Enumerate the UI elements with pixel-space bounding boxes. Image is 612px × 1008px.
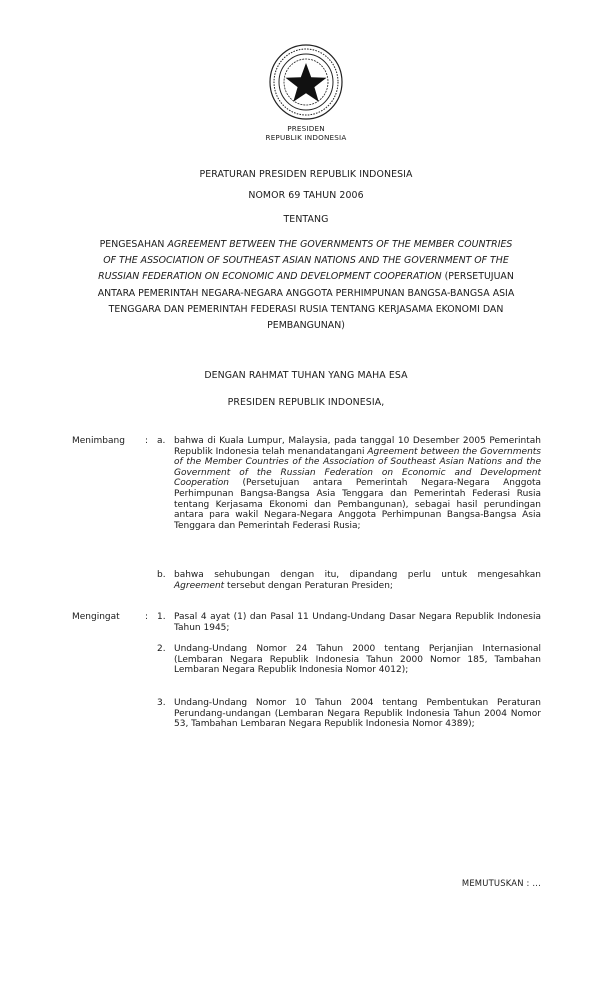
invocation: DENGAN RAHMAT TUHAN YANG MAHA ESA	[204, 370, 408, 381]
tentang-heading: TENTANG	[283, 214, 329, 225]
mengingat-item-1: 1. Pasal 4 ayat (1) dan Pasal 11 Undang-Undang Dasar Negara Republik Indonesia Tahun 1945;	[157, 612, 541, 633]
menimbang-label: Menimbang	[72, 436, 125, 446]
emblem-label-line1: PRESIDEN	[287, 124, 325, 133]
mengingat-colon: :	[145, 612, 149, 622]
item-marker: 2.	[157, 644, 166, 654]
mengingat-item-2: 2. Undang-Undang Nomor 24 Tahun 2000 tentang Perjanjian Internasional (Lembaran Negara Republik Indonesia Tahun 2000 Nomor 185, Tambahan Lembaran Negara Republik Indonesia Nomor 4012);	[157, 644, 541, 676]
menimbang-colon: :	[145, 436, 149, 446]
mengingat-item-3: 3. Undang-Undang Nomor 10 Tahun 2004 tentang Pembentukan Peraturan Perundang-undangan (Lembaran Negara Republik Indonesia Tahun 2004 Nomor 53, Tambahan Lembaran Negara Republik Indonesia Nomor 4389);	[157, 698, 541, 730]
subject-translation: (PERSETUJUAN ANTARA PEMERINTAH NEGARA-NEGARA ANGGOTA PERHIMPUNAN BANGSA-BANGSA ASIA TENGGARA DAN PEMERINTAH FEDERASI RUSIA TENTANG KERJASAMA EKONOMI DAN PEMBANGUNAN)	[97, 271, 515, 332]
garuda-star-emblem-icon	[267, 42, 345, 122]
item-marker: b.	[157, 570, 166, 580]
menimbang-item-b: b. bahwa sehubungan dengan itu, dipandang perlu untuk mengesahkan Agreement tersebut dengan Peraturan Presiden;	[157, 570, 541, 591]
authority: PRESIDEN REPUBLIK INDONESIA,	[227, 397, 385, 408]
menimbang-item-a: a. bahwa di Kuala Lumpur, Malaysia, pada tanggal 10 Desember 2005 Pemerintah Republik Indonesia telah menandatangani Agreement between the Governments of the Member Countries of the Association of Southeast Asian Nations and the Government of the Russian Federation on Economic and Development Cooperation (Persetujuan antara Pemerintah Negara-Negara Anggota Perhimpunan Bangsa-Bangsa Asia Tenggara dan Pemerintah Federasi Rusia tentang Kerjasama Ekonomi dan Pembangunan), sebagai hasil perundingan antara para wakil Negara-Negara Anggota Perhimpunan Bangsa-Bangsa Asia Tenggara dan Pemerintah Federasi Rusia;	[157, 436, 541, 531]
regulation-subject	[95, 237, 517, 334]
item-marker: 3.	[157, 698, 166, 708]
regulation-number: NOMOR 69 TAHUN 2006	[248, 190, 364, 201]
mengingat-label: Mengingat	[72, 612, 120, 622]
continuation-marker: MEMUTUSKAN : ...	[461, 878, 541, 888]
emblem-label-line2: REPUBLIK INDONESIA	[265, 133, 347, 142]
regulation-title: PERATURAN PRESIDEN REPUBLIK INDONESIA	[199, 169, 413, 180]
item-marker: a.	[157, 436, 166, 446]
item-marker: 1.	[157, 612, 166, 622]
subject-agreement-title: AGREEMENT BETWEEN THE GOVERNMENTS OF THE MEMBER COUNTRIES OF THE ASSOCIATION OF SOUTHEAST ASIAN NATIONS AND THE GOVERNMENT OF THE RUSSIAN FEDERATION ON ECONOMIC AND DEVELOPMENT COOPERATION	[98, 239, 513, 283]
subject-prefix: PENGESAHAN	[99, 239, 168, 250]
